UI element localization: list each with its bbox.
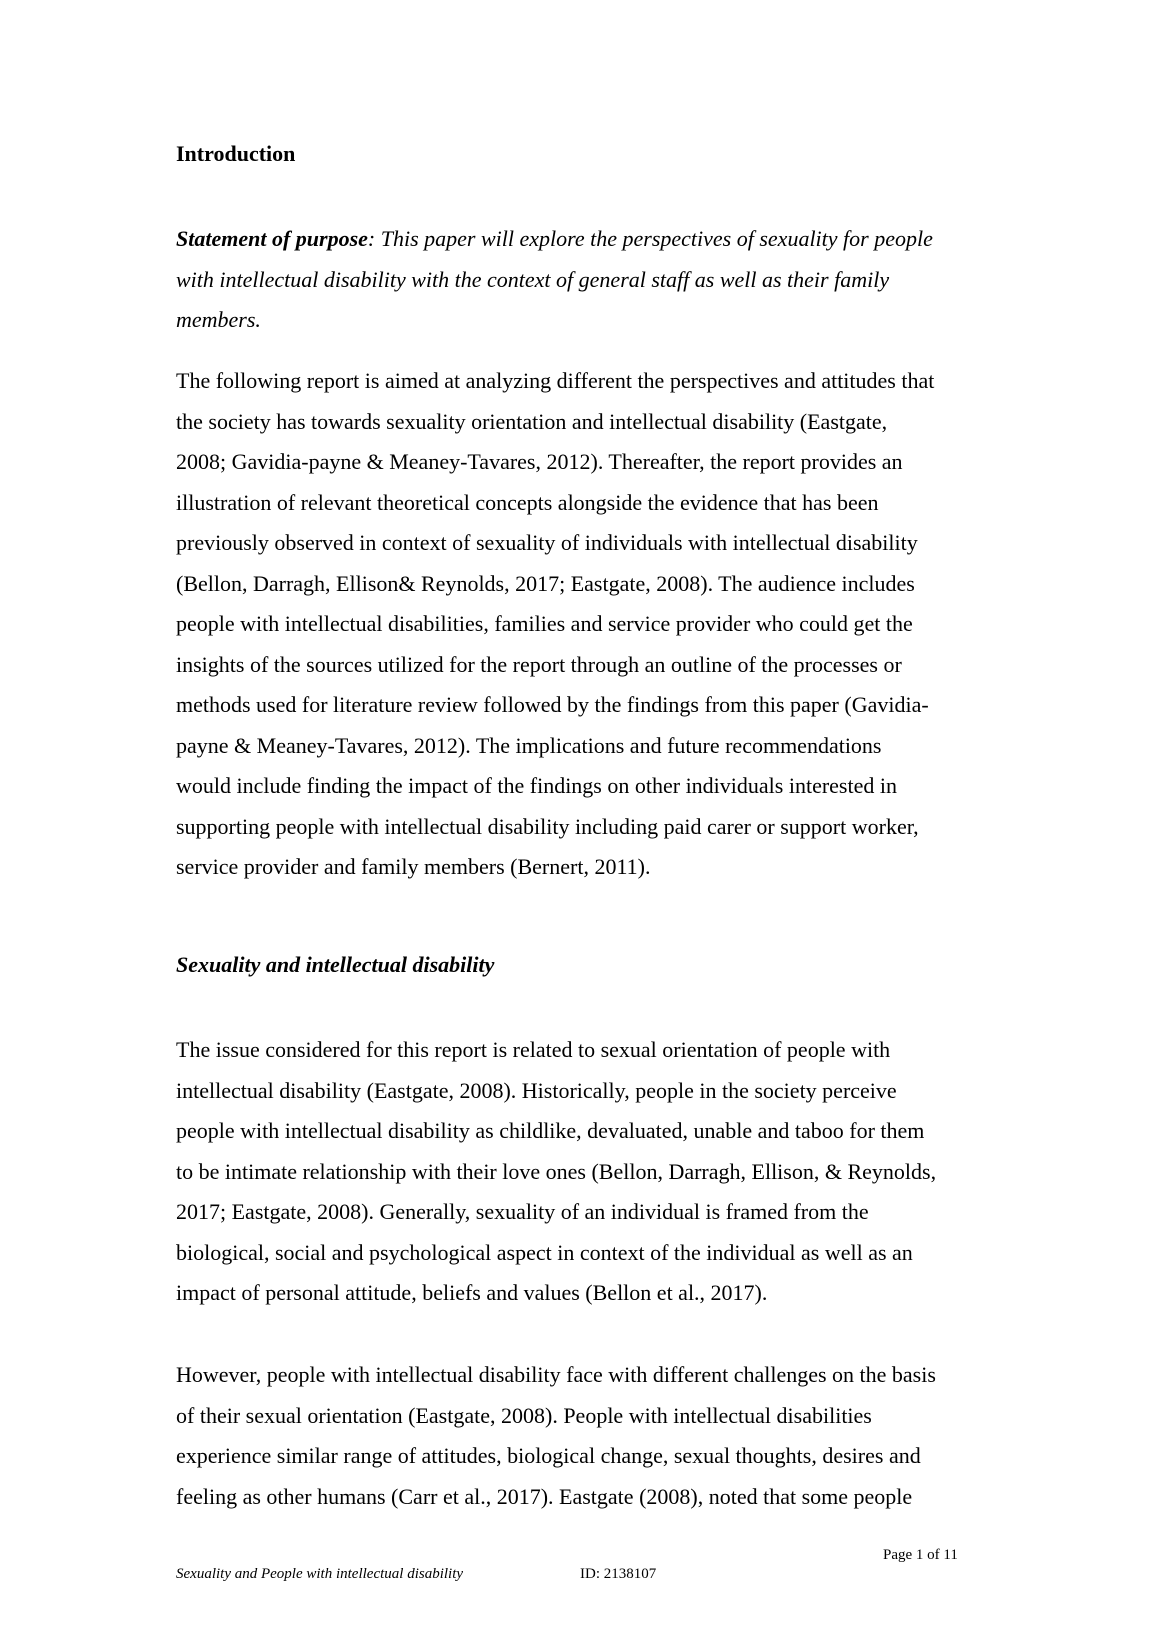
purpose-label: Statement of purpose bbox=[176, 226, 368, 251]
text-line: would include finding the impact of the findings on other individuals interested in bbox=[176, 773, 897, 798]
text-line: 2008; Gavidia-payne & Meaney-Tavares, 2012). Thereafter, the report provides an bbox=[176, 449, 903, 474]
page-heading: Introduction bbox=[176, 141, 296, 166]
text-line: intellectual disability (Eastgate, 2008). Historically, people in the society perceive bbox=[176, 1077, 897, 1103]
text-line: impact of personal attitude, beliefs and values (Bellon et al., 2017). bbox=[176, 1280, 768, 1305]
body-paragraph bbox=[176, 1030, 1006, 1314]
purpose-line: members. bbox=[176, 307, 261, 332]
text-line: service provider and family members (Bernert, 2011). bbox=[176, 854, 651, 879]
statement-of-purpose bbox=[176, 219, 1006, 341]
text-line: previously observed in context of sexuality of individuals with intellectual disability bbox=[176, 530, 918, 555]
text-line: The following report is aimed at analyzing different the perspectives and attitudes that bbox=[176, 368, 935, 393]
text-line: The issue considered for this report is related to sexual orientation of people with bbox=[176, 1037, 891, 1062]
footer-id: ID: 2138107 bbox=[580, 1566, 657, 1582]
text-line: insights of the sources utilized for the report through an outline of the processes or bbox=[176, 651, 902, 677]
purpose-line: : This paper will explore the perspectives of sexuality for people bbox=[367, 226, 933, 251]
text-line: 2017; Eastgate, 2008). Generally, sexuality of an individual is framed from the bbox=[176, 1199, 869, 1224]
text-line: methods used for literature review followed by the findings from this paper (Gavidia- bbox=[176, 692, 929, 717]
text-line: of their sexual orientation (Eastgate, 2008). People with intellectual disabilities bbox=[176, 1402, 872, 1428]
purpose-line: with intellectual disability with the context of general staff as well as their family bbox=[176, 266, 890, 292]
text-line: supporting people with intellectual disability including paid carer or support worker, bbox=[176, 813, 919, 839]
text-line: the society has towards sexuality orientation and intellectual disability (Eastgate, bbox=[176, 408, 888, 434]
section-subheading: Sexuality and intellectual disability bbox=[176, 952, 495, 977]
text-line: people with intellectual disabilities, families and service provider who could get the bbox=[176, 611, 913, 636]
text-line: (Bellon, Darragh, Ellison& Reynolds, 2017; Eastgate, 2008). The audience includes bbox=[176, 570, 915, 596]
text-line: illustration of relevant theoretical concepts alongside the evidence that has been bbox=[176, 489, 879, 515]
intro-paragraph bbox=[176, 361, 1006, 888]
text-line: to be intimate relationship with their love ones (Bellon, Darragh, Ellison, & Reynolds, bbox=[176, 1158, 937, 1184]
footer-title: Sexuality and People with intellectual disability bbox=[176, 1566, 464, 1582]
text-line: payne & Meaney-Tavares, 2012). The implications and future recommendations bbox=[176, 732, 882, 758]
text-line: people with intellectual disability as childlike, devaluated, unable and taboo for them bbox=[176, 1118, 925, 1143]
text-line: biological, social and psychological aspect in context of the individual as well as an bbox=[176, 1239, 913, 1265]
text-line: experience similar range of attitudes, biological change, sexual thoughts, desires and bbox=[176, 1443, 921, 1468]
page-number: Page 1 of 11 bbox=[883, 1547, 958, 1563]
body-paragraph bbox=[176, 1355, 1006, 1517]
text-line: However, people with intellectual disability face with different challenges on the basis bbox=[176, 1362, 936, 1387]
text-line: feeling as other humans (Carr et al., 2017). Eastgate (2008), noted that some people bbox=[176, 1483, 913, 1509]
